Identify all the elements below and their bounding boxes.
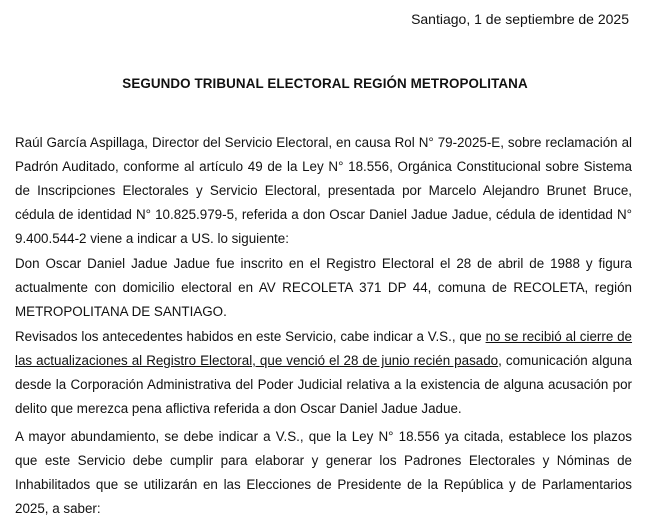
underlined-statement: no se recibió al cierre de las actualizaciones al Registro Electoral, que venció el 28 de junio recién pasado xyxy=(15,329,633,368)
paragraph-deadlines: A mayor abundamiento, se debe indicar a V.S., que la Ley N° 18.556 ya citada, establece los plazos que este Servicio debe cumplir para elaborar y generar los Padrones Electorales y Nóminas de Inhabilitados que se utilizarán en las Elecciones de Presidente de la República y de Parlamentarios 2025, a saber: xyxy=(15,429,632,516)
date-line: Santiago, 1 de septiembre de 2025 xyxy=(411,11,629,27)
court-heading: SEGUNDO TRIBUNAL ELECTORAL REGIÓN METROPOLITANA xyxy=(122,76,528,91)
paragraph-registration: Don Oscar Daniel Jadue Jadue fue inscrito en el Registro Electoral el 28 de abril de 1988 y figura actualmente con domicilio electoral en AV RECOLETA 371 DP 44, comuna de RECOLETA, región METROPOLITANA DE SANTIAGO. xyxy=(15,256,632,319)
paragraph-review-text: Revisados los antecedentes habidos en este Servicio, cabe indicar a V.S., que xyxy=(15,329,486,344)
paragraph-review xyxy=(15,325,632,421)
paragraph-intro: Raúl García Aspillaga, Director del Servicio Electoral, en causa Rol N° 79-2025-E, sobre reclamación al Padrón Auditado, conforme al artículo 49 de la Ley N° 18.556, Orgánica Constitucional sobre Sistema de Inscripciones Electorales y Servicio Electoral, presentada por Marcelo Alejandro Brunet Bruce, cédula de identidad N° 10.825.979-5, referida a don Oscar Daniel Jadue Jadue, cédula de identidad N° 9.400.544-2 viene a indicar a US. lo siguiente: xyxy=(15,135,632,246)
paragraph-review-text-end: , comunicación alguna desde la Corporación Administrativa del Poder Judicial relativa a la existencia de alguna acusación por delito que merezca pena aflictiva referida a don Oscar Daniel Jadue Jadue. xyxy=(15,353,632,416)
